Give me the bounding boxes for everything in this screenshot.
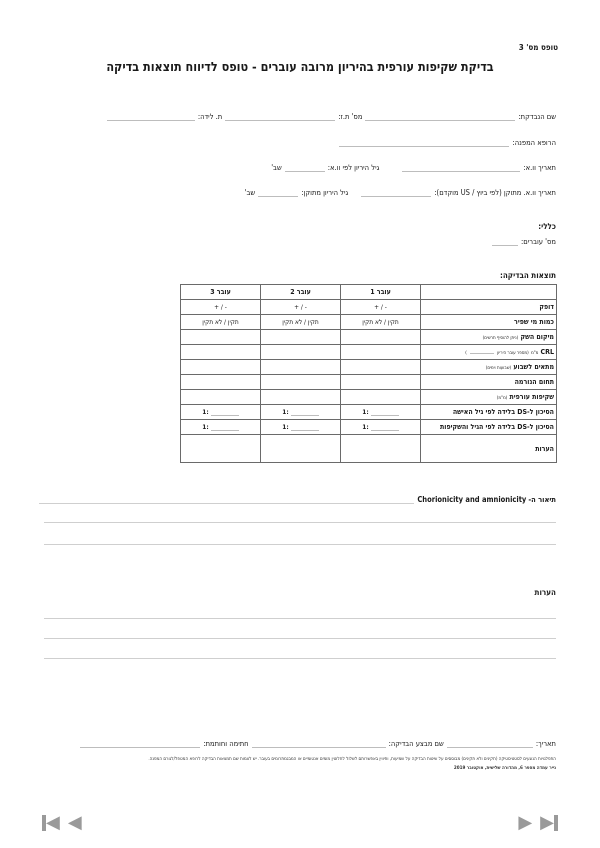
risk-age-fetus-1[interactable]	[341, 405, 421, 420]
ratio-field[interactable]	[211, 409, 239, 416]
chorionicity-heading-row	[36, 495, 556, 504]
signature-field[interactable]	[80, 739, 200, 748]
lmp-row	[271, 163, 556, 172]
ratio-field[interactable]	[211, 424, 239, 431]
weeks-match-fetus-3[interactable]	[181, 360, 261, 375]
birth-date-field[interactable]	[107, 112, 195, 121]
table-row-weeks-match	[181, 360, 557, 375]
nav-right-group	[518, 814, 558, 832]
last-page-icon[interactable]	[554, 815, 558, 831]
risk-age-label: הסיכון ל-DS בלידה לפי גיל האישה	[421, 405, 557, 420]
table-row-remarks	[181, 435, 557, 463]
crl-fetus-2[interactable]	[261, 345, 341, 360]
examiner-label: שם מבצע הבדיקה:	[388, 739, 444, 748]
remarks-heading: הערות	[534, 588, 556, 597]
last-page-arrow-icon[interactable]: ▶	[540, 812, 554, 833]
ratio-prefix: 1:	[202, 423, 209, 431]
risk-age-nt-fetus-2[interactable]	[261, 420, 341, 435]
table-corner-cell	[421, 285, 557, 300]
previous-page-icon[interactable]: ◀	[67, 812, 82, 833]
page-title: בדיקת שקיפות עורפית בהיריון מרובה עוברים - טופס לדיווח תוצאות בדיקה	[106, 59, 494, 74]
table-row-sac-location	[181, 330, 557, 345]
remarks-line-1[interactable]	[44, 618, 556, 619]
norm-range-fetus-3[interactable]	[181, 375, 261, 390]
amniotic-fetus-1[interactable]: תקין / לא תקין	[341, 315, 421, 330]
amniotic-fetus-3[interactable]: תקין / לא תקין	[181, 315, 261, 330]
chorionicity-line-2[interactable]	[44, 522, 556, 523]
footer-note-2: נייר עמדה מספר 6, מהדורה שלישית, אוקטובר 2019	[453, 766, 556, 771]
table-row-risk-age	[181, 405, 557, 420]
date-field[interactable]	[447, 739, 533, 748]
ga-lmp-field[interactable]	[285, 163, 325, 172]
risk-age-nt-fetus-3[interactable]	[181, 420, 261, 435]
fetus-count-field[interactable]	[492, 237, 518, 246]
risk-age-nt-fetus-1[interactable]	[341, 420, 421, 435]
chorionicity-heading: תיאור ה-	[528, 495, 556, 504]
nt-note: (מ"מ)	[496, 396, 508, 401]
results-heading: תוצאות הבדיקה:	[499, 271, 556, 280]
chorionicity-line-3[interactable]	[44, 544, 556, 545]
heartbeat-fetus-3[interactable]: - / +	[181, 300, 261, 315]
column-fetus-3: עובר 3	[181, 285, 261, 300]
table-row-nt	[181, 390, 557, 405]
corrected-lmp-field[interactable]	[361, 188, 431, 197]
results-table	[180, 284, 557, 463]
ratio-field[interactable]	[291, 424, 319, 431]
first-page-arrow-icon[interactable]: ◀	[46, 812, 60, 833]
sac-location-label: מיקום השק	[520, 333, 554, 341]
table-row-heartbeat	[181, 300, 557, 315]
table-row-norm-range	[181, 375, 557, 390]
crl-fetus-1[interactable]	[341, 345, 421, 360]
corrected-ga-label: גיל היריון מתוקן:	[301, 188, 349, 197]
table-row-risk-age-nt	[181, 420, 557, 435]
sac-location-cell	[421, 330, 557, 345]
norm-range-fetus-1[interactable]	[341, 375, 421, 390]
form-number: טופס מס' 3	[518, 43, 558, 52]
table-row-amniotic	[181, 315, 557, 330]
ratio-field[interactable]	[291, 409, 319, 416]
norm-range-label: תחום הנורמה	[421, 375, 557, 390]
ratio-prefix: 1:	[362, 423, 369, 431]
sac-location-fetus-2[interactable]	[261, 330, 341, 345]
weeks-match-fetus-2[interactable]	[261, 360, 341, 375]
footer-note-1: התפלגויות הנוגעים לסטטיסטיקה (תקינים ולא תקינים) מבוססים על שיטות הבדיקה על שמיעות, וחיווין באפשרותם לשלול לחלוטין מומים אנטומיים או המבנמתרומים בעובר. יש לצמות שם תמצאות הבדיקה לרופא המטפל/לגורם המפנה.	[148, 757, 556, 762]
remarks-line-3[interactable]	[44, 658, 556, 659]
remarks-line-2[interactable]	[44, 638, 556, 639]
nt-cell	[421, 390, 557, 405]
remarks-fetus-1[interactable]	[341, 435, 421, 463]
weeks-match-cell	[421, 360, 557, 375]
crl-unit: מ"מ	[530, 351, 539, 356]
patient-name-field[interactable]	[365, 112, 515, 121]
date-label: תאריך:	[535, 739, 556, 748]
table-remarks-label: הערות	[421, 435, 557, 463]
corrected-lmp-row	[245, 188, 556, 197]
nt-fetus-3[interactable]	[181, 390, 261, 405]
weeks-label-2: שב'	[244, 188, 256, 197]
ga-lmp-label: גיל היריון לפי וו.א:	[327, 163, 380, 172]
column-fetus-2: עובר 2	[261, 285, 341, 300]
crl-fetus-3[interactable]	[181, 345, 261, 360]
column-fetus-1: עובר 1	[341, 285, 421, 300]
examiner-field[interactable]	[252, 739, 386, 748]
ratio-prefix: 1:	[282, 423, 289, 431]
chorionicity-heading-en: Chorionicity and amnionicity	[417, 495, 527, 504]
table-row-crl	[181, 345, 557, 360]
remarks-fetus-3[interactable]	[181, 435, 261, 463]
table-header-row	[181, 285, 557, 300]
birth-date-label: ת. לידה:	[197, 112, 223, 121]
crl-label: CRL	[540, 348, 554, 356]
corrected-lmp-label: תאריך וו.א. מתוקן (לפי ביוץ / US מוקדם):	[434, 188, 556, 197]
nt-label: שקיפות עורפית	[509, 393, 554, 401]
norm-range-fetus-2[interactable]	[261, 375, 341, 390]
risk-age-nt-label: הסיכון ל-DS בלידה לפי הגיל והשקיפות	[421, 420, 557, 435]
id-number-field[interactable]	[225, 112, 335, 121]
chorionicity-field[interactable]	[39, 495, 414, 504]
patient-details-row	[104, 112, 556, 121]
ratio-prefix: 1:	[282, 408, 289, 416]
ratio-field[interactable]	[371, 424, 399, 431]
nt-fetus-2[interactable]	[261, 390, 341, 405]
ratio-field[interactable]	[371, 409, 399, 416]
signature-row	[77, 739, 556, 748]
sac-location-fetus-1[interactable]	[341, 330, 421, 345]
weeks-match-note: (שבועות וימים)	[485, 366, 512, 371]
risk-age-fetus-2[interactable]	[261, 405, 341, 420]
risk-age-fetus-3[interactable]	[181, 405, 261, 420]
heartbeat-label: דופק	[421, 300, 557, 315]
referring-doctor-field[interactable]	[339, 138, 509, 147]
crl-note: (מספר עובר היריון	[497, 351, 529, 356]
fetus-count-label: מס' עוברים:	[521, 237, 556, 246]
nav-left-group	[42, 814, 82, 832]
sac-location-note: (ניתן להוסיף תרשים)	[482, 336, 519, 341]
weeks-match-label: מתאים לשבוע	[513, 363, 554, 371]
crl-note-field[interactable]	[470, 348, 494, 354]
ratio-prefix: 1:	[362, 408, 369, 416]
patient-name-label: שם הנבדקת:	[518, 112, 556, 121]
crl-note-end: )	[465, 351, 467, 356]
weeks-label: שב'	[271, 163, 282, 172]
corrected-ga-field[interactable]	[258, 188, 298, 197]
id-number-label: מס' ת.ז:	[338, 112, 363, 121]
nt-fetus-1[interactable]	[341, 390, 421, 405]
amniotic-fetus-2[interactable]: תקין / לא תקין	[261, 315, 341, 330]
crl-cell	[421, 345, 557, 360]
ratio-prefix: 1:	[202, 408, 209, 416]
sac-location-fetus-3[interactable]	[181, 330, 261, 345]
amniotic-label: כמות מי שפיר	[421, 315, 557, 330]
weeks-match-fetus-1[interactable]	[341, 360, 421, 375]
next-page-icon[interactable]: ▶	[518, 812, 533, 833]
signature-label: חתימה וחותמת:	[203, 739, 249, 748]
referring-doctor-label: הרופא המפנה:	[512, 138, 556, 147]
lmp-date-label: תאריך וו.א:	[523, 163, 556, 172]
remarks-fetus-2[interactable]	[261, 435, 341, 463]
fetus-count-row	[489, 237, 556, 246]
general-heading: כללי:	[538, 222, 556, 231]
heartbeat-fetus-2[interactable]: - / +	[261, 300, 341, 315]
heartbeat-fetus-1[interactable]: - / +	[341, 300, 421, 315]
lmp-date-field[interactable]	[402, 163, 520, 172]
referring-doctor-row	[336, 138, 556, 147]
